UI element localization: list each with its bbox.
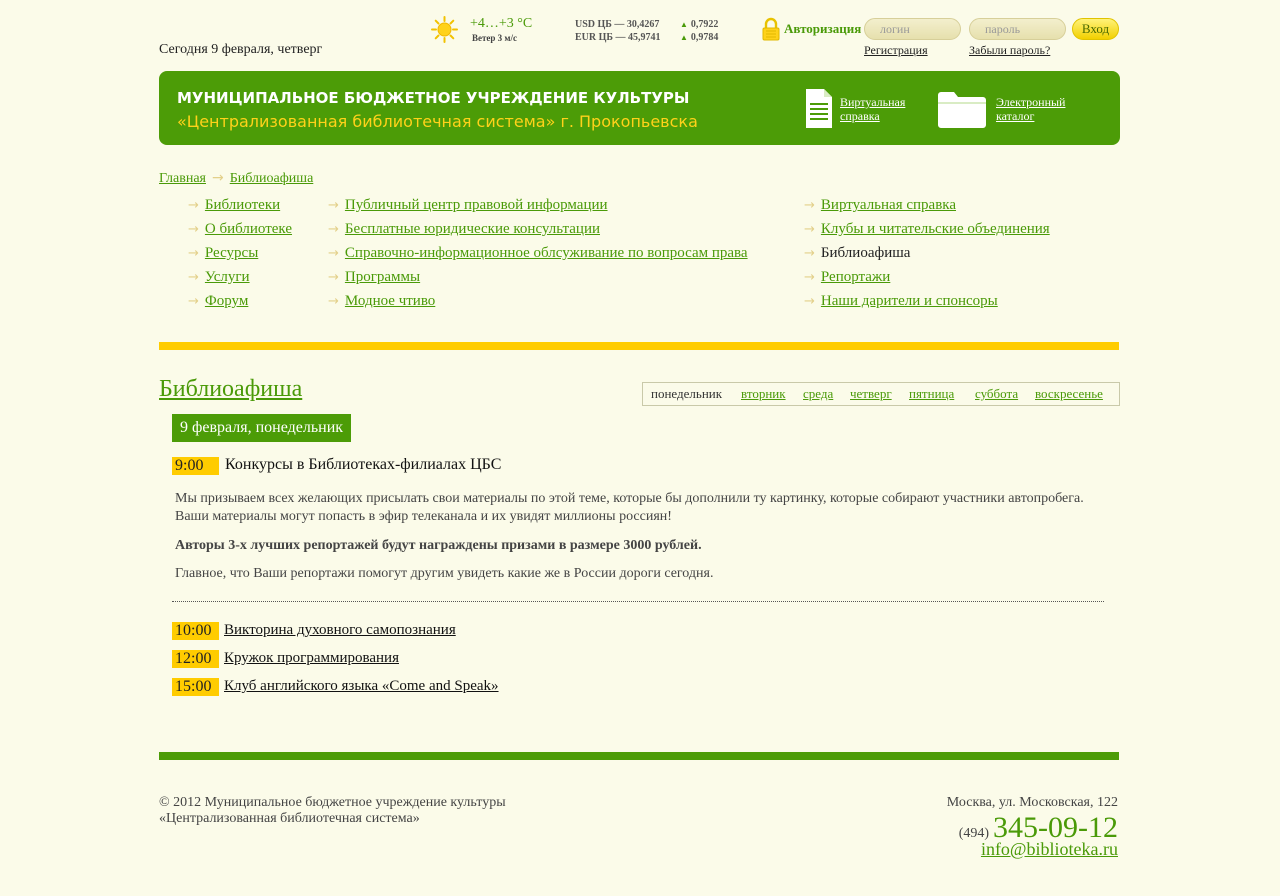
menu-item[interactable] [804, 293, 1050, 317]
forgot-password-link[interactable]: Забыли пароль? [969, 43, 1051, 57]
arrow-right-icon: → [188, 198, 199, 213]
menu-item[interactable] [188, 221, 292, 245]
arrow-right-icon: → [188, 246, 199, 261]
arrow-right-icon: → [804, 294, 815, 309]
link-line: Электронный [996, 95, 1066, 109]
event-link[interactable]: Клуб английского языка «Come and Speak» [224, 678, 499, 694]
arrow-right-icon: → [804, 246, 815, 261]
menu-item[interactable] [328, 269, 748, 293]
menu-item[interactable] [188, 197, 292, 221]
dotted-divider [172, 601, 1104, 602]
currency-rates [575, 18, 735, 44]
link-line: каталог [996, 109, 1035, 123]
menu-item[interactable] [328, 197, 748, 221]
rate-name: EUR ЦБ — 45,9741 [575, 32, 661, 43]
menu-item[interactable] [188, 245, 292, 269]
wind-speed: Ветер 3 м/с [472, 33, 518, 43]
temperature: +4…+3 °C [470, 16, 533, 31]
page-title[interactable]: Библиоафиша [159, 376, 303, 402]
arrow-right-icon: → [328, 198, 339, 213]
arrow-right-icon: → [328, 270, 339, 285]
sun-icon [431, 16, 458, 43]
menu-item-label[interactable]: Справочно-информационное облсуживание по вопросам права [344, 245, 748, 261]
login-button[interactable]: Вход [1072, 18, 1119, 40]
event-time: 9:00 [172, 457, 219, 475]
register-link[interactable]: Регистрация [864, 43, 928, 57]
date-line: Сегодня 9 февраля, четверг [159, 42, 323, 57]
rate-change-value: 0,9784 [690, 32, 719, 43]
address: Москва, ул. Московская, 122 [946, 795, 1118, 810]
event-description: Авторы 3-х лучших репортажей будут награждены призами в размере 3000 рублей. [175, 538, 702, 553]
breadcrumb [159, 170, 313, 187]
menu-item[interactable] [804, 221, 1050, 245]
menu-item-label[interactable]: Ресурсы [204, 245, 259, 261]
event-description: Главное, что Ваши репортажи помогут другим увидеть какие же в России дороги сегодня. [175, 566, 714, 581]
menu-item-label[interactable]: Клубы и читательские объединения [820, 221, 1050, 237]
menu-column-2 [328, 197, 748, 317]
lock-icon [762, 17, 780, 41]
menu-item[interactable] [328, 293, 748, 317]
arrow-right-icon: → [188, 270, 199, 285]
menu-item-label[interactable]: Виртуальная справка [820, 197, 956, 213]
arrow-right-icon: → [328, 246, 339, 261]
login-input[interactable]: логин [864, 18, 961, 40]
tab-sunday[interactable]: воскресенье [1035, 386, 1103, 401]
document-icon[interactable] [805, 88, 833, 129]
arrow-up-icon: ▲ [680, 20, 688, 29]
tab-friday[interactable]: пятница [909, 386, 955, 401]
arrow-right-icon: → [188, 222, 199, 237]
auth-label: Авторизация [784, 21, 862, 36]
arrow-right-icon: → [804, 222, 815, 237]
menu-item-label[interactable]: Бесплатные юридические консультации [344, 221, 600, 237]
divider-green [159, 752, 1119, 760]
menu-item-label[interactable]: Библиотеки [204, 197, 281, 213]
divider-yellow [159, 342, 1119, 350]
date-heading: 9 февраля, понедельник [172, 414, 351, 442]
phone-number: 345-09-12 [993, 811, 1118, 844]
link-line: справка [840, 109, 880, 123]
menu-item-label[interactable]: Форум [204, 293, 249, 309]
tab-monday[interactable]: понедельник [651, 386, 723, 401]
rate-change [680, 31, 718, 44]
menu-item-label[interactable]: О библиотеке [204, 221, 293, 237]
arrow-right-icon: → [212, 170, 224, 186]
folder-icon[interactable] [936, 89, 988, 129]
menu-item[interactable] [804, 197, 1050, 221]
rate-name: USD ЦБ — 30,4267 [575, 19, 660, 30]
arrow-right-icon: → [328, 222, 339, 237]
menu-item-label[interactable]: Программы [344, 269, 421, 285]
event-link[interactable]: Кружок программирования [224, 650, 399, 666]
menu-item-label: Библиоафиша [820, 245, 911, 261]
password-input[interactable]: пароль [969, 18, 1066, 40]
breadcrumb-home[interactable]: Главная [159, 171, 206, 186]
menu-item-current [804, 245, 1050, 269]
catalog-link[interactable] [996, 95, 1065, 123]
phone-code: (494) [958, 826, 990, 841]
copyright [159, 795, 506, 827]
event-link[interactable]: Викторина духовного самопознания [224, 622, 456, 638]
day-tabs [642, 382, 1120, 406]
event-title: Конкурсы в Библиотеках-филиалах ЦБС [225, 456, 502, 473]
menu-item[interactable] [804, 269, 1050, 293]
menu-item[interactable] [328, 221, 748, 245]
rate-change [680, 18, 718, 31]
banner-subtitle: «Централизованная библиотечная система» г. Прокопьевска [177, 112, 698, 131]
event-time: 10:00 [172, 622, 219, 640]
link-line: Виртуальная [840, 95, 906, 109]
menu-column-3 [804, 197, 1050, 317]
menu-item-label[interactable]: Модное чтиво [344, 293, 436, 309]
arrow-right-icon: → [804, 198, 815, 213]
banner-title: МУНИЦИПАЛЬНОЕ БЮДЖЕТНОЕ УЧРЕЖДЕНИЕ КУЛЬТУРЫ [177, 89, 690, 107]
breadcrumb-current[interactable]: Библиоафиша [229, 171, 314, 186]
copyright-line: «Централизованная библиотечная система» [159, 811, 420, 826]
rate-eur [575, 31, 735, 44]
menu-item-label[interactable]: Репортажи [820, 269, 891, 285]
virtual-help-link[interactable] [840, 95, 905, 123]
rate-usd [575, 18, 735, 31]
tab-thursday[interactable]: четверг [850, 386, 892, 401]
event-time: 15:00 [172, 678, 219, 696]
arrow-right-icon: → [804, 270, 815, 285]
event-time: 12:00 [172, 650, 219, 668]
menu-item[interactable] [188, 269, 292, 293]
event-description: Мы призываем всех желающих присылать свои материалы по этой теме, которые бы дополнили ту картинку, которые собирают участники автопробега. Ваши материалы могут попасть в эфир телеканала и их увидят миллионы россиян! [175, 491, 1084, 524]
menu-item-label[interactable]: Услуги [204, 269, 250, 285]
arrow-up-icon: ▲ [680, 33, 688, 42]
menu-item[interactable] [188, 293, 292, 317]
email-link[interactable]: info@biblioteka.ru [980, 839, 1118, 859]
menu-item-label[interactable]: Наши дарители и спонсоры [820, 293, 998, 309]
tab-saturday[interactable]: суббота [975, 386, 1019, 401]
menu-column-1 [188, 197, 292, 317]
arrow-right-icon: → [188, 294, 199, 309]
tab-tuesday[interactable]: вторник [741, 386, 786, 401]
arrow-right-icon: → [328, 294, 339, 309]
rate-change-value: 0,7922 [690, 19, 719, 30]
menu-item-label[interactable]: Публичный центр правовой информации [344, 197, 608, 213]
site-banner [159, 71, 1120, 145]
menu-item[interactable] [328, 245, 748, 269]
copyright-line: © 2012 Муниципальное бюджетное учреждение культуры [159, 795, 506, 810]
tab-wednesday[interactable]: среда [803, 386, 834, 401]
